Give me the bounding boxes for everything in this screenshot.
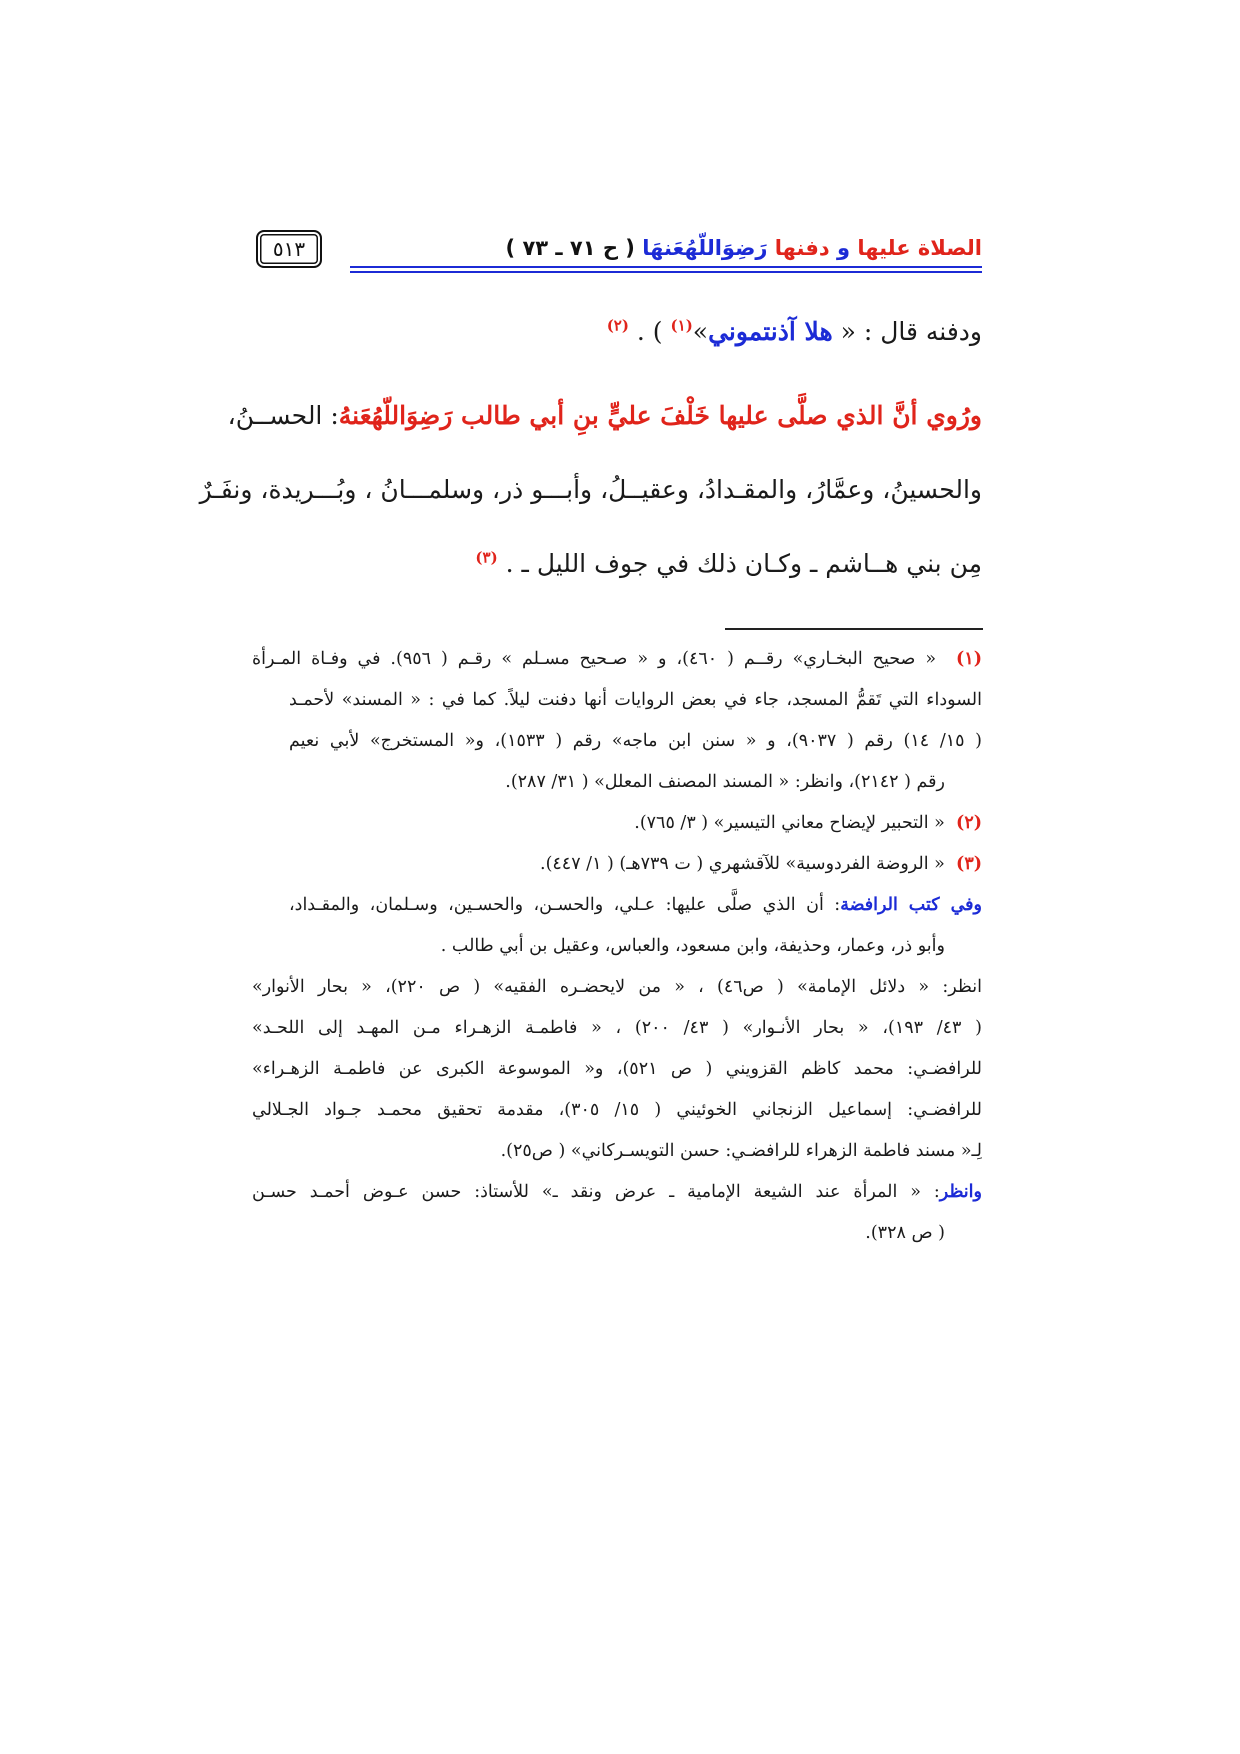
look-line-2: ( ٤٣/ ١٩٣)، « بحار الأنـوار» ( ٤٣/ ٢٠٠) ، « فاطمـة الزهـراء مـن المهـد إلى اللحـد» xyxy=(252,1018,982,1038)
footnote-2-number: (٢) xyxy=(956,813,982,833)
header-rule-bottom xyxy=(350,271,982,273)
rafida-label: وفي كتب الرافضة xyxy=(840,895,982,915)
look-line-1: انظر: « دلائل الإمامة» ( ص٤٦) ، « من لايحضـره الفقيه» ( ص ٢٢٠)، « بحار الأنوار» xyxy=(252,977,982,997)
page-number-frame xyxy=(256,230,322,268)
footnote-ref-3: (٣) xyxy=(475,548,498,567)
header-honorific: رَضِوَاللّهُعَنهَا xyxy=(634,236,775,260)
header-title-prayer: الصلاة عليها xyxy=(857,236,982,260)
footnote-3: (٣) « الروضة الفردوسية» للآقشهري ( ت ٧٣٩هـ) ( ١/ ٤٤٧). xyxy=(540,854,982,874)
footnote-1-number: (١) xyxy=(956,649,982,669)
body-line-2: ورُوي أنَّ الذي صلَّى عليها خَلْفَ عليٍّ بنِ أبي طالب رَضِوَاللّهُعَنهُ: الحســنُ، xyxy=(227,401,982,430)
rafida-note-line-1: وفي كتب الرافضة: أن الذي صلَّى عليها: عـلي، والحسـن، والحسـين، وسـلمان، والمقـداد، xyxy=(289,895,982,915)
see-also-label: وانظر xyxy=(939,1182,982,1202)
see-also-line-2: ( ص ٣٢٨). xyxy=(865,1223,945,1243)
footnote-1-line-1: (١) « صحيح البخـاري» رقــم ( ٤٦٠)، و « صـحيح مسـلم » رقـم ( ٩٥٦). في وفـاة المـرأة xyxy=(252,649,982,669)
look-line-4: للرافضـي: إسماعيل الزنجاني الخوئيني ( ١٥/ ٣٠٥)، مقدمة تحقيق محمـد جـواد الجـلالي xyxy=(252,1100,982,1120)
look-line-5: لِـ« مسند فاطمة الزهراء للرافضـي: حسن التويسـركاني» ( ص٢٥). xyxy=(500,1141,982,1161)
header-title-and: و xyxy=(829,236,858,260)
look-line-3: للرافضـي: محمد كاظم القزويني ( ص ٥٢١)، و« الموسوعة الكبرى عن فاطمـة الزهـراء» xyxy=(252,1059,982,1079)
page-number: ٥١٣ xyxy=(272,237,306,261)
body-line-3: والحسينُ، وعمَّارُ، والمقـدادُ، وعقيــلُ، وأبـــو ذر، وسلمـــانُ ، وبُـــريدة، ونفَـرٌ xyxy=(199,475,982,504)
header-rule-top xyxy=(350,266,982,268)
footnote-1-line-4: رقم ( ٢١٤٢)، وانظر: « المسند المصنف المعلل» ( ٣١/ ٢٨٧). xyxy=(505,772,945,792)
quote-why-not-inform: هلا آذنتموني xyxy=(708,317,833,346)
body-line-1: ودفنه قال : « هلا آذنتموني»$^{(١)}$ ) . $^{(٢)}$ xyxy=(606,316,982,346)
narration-highlight: ورُوي أنَّ الذي صلَّى عليها خَلْفَ عليٍّ بنِ أبي طالب رَضِوَاللّهُعَنهُ xyxy=(338,401,982,430)
footnote-2: (٢) « التحبير لإيضاح معاني التيسير» ( ٣/ ٧٦٥). xyxy=(634,813,982,833)
footnote-1-line-3: ( ١٥/ ١٤) رقم ( ٩٠٣٧)، و « سنن ابن ماجه» رقم ( ١٥٣٣)، و« المستخرج» لأبي نعيم xyxy=(289,731,983,751)
footnote-ref-1: (١) xyxy=(670,316,693,335)
footnote-3-number: (٣) xyxy=(956,854,982,874)
header-hadith-range: ( ح ٧١ ـ ٧٣ ) xyxy=(505,236,635,260)
body-line-4: مِن بني هــاشم ـ وكـان ذلك في جوف الليل ـ . $^{(٣)}$ xyxy=(475,548,982,578)
see-also-line-1: وانظر: « المرأة عند الشيعة الإمامية ـ عرض ونقد ـ» للأستاذ: حسن عـوض أحمـد حسـن xyxy=(252,1182,982,1202)
footnote-1-line-2: السوداء التي تَقمُّ المسجد، جاء في بعض الروايات أنها دفنت ليلاً. كما في : « المسند» لأحمـد xyxy=(289,690,982,710)
rafida-note-line-2: وأبو ذر، وعمار، وحذيفة، وابن مسعود، والعباس، وعقيل بن أبي طالب . xyxy=(440,936,945,956)
footnote-ref-2: (٢) xyxy=(606,316,629,335)
running-header xyxy=(282,236,982,260)
header-title-burial: دفنها xyxy=(774,236,830,260)
footnote-separator xyxy=(725,628,983,630)
